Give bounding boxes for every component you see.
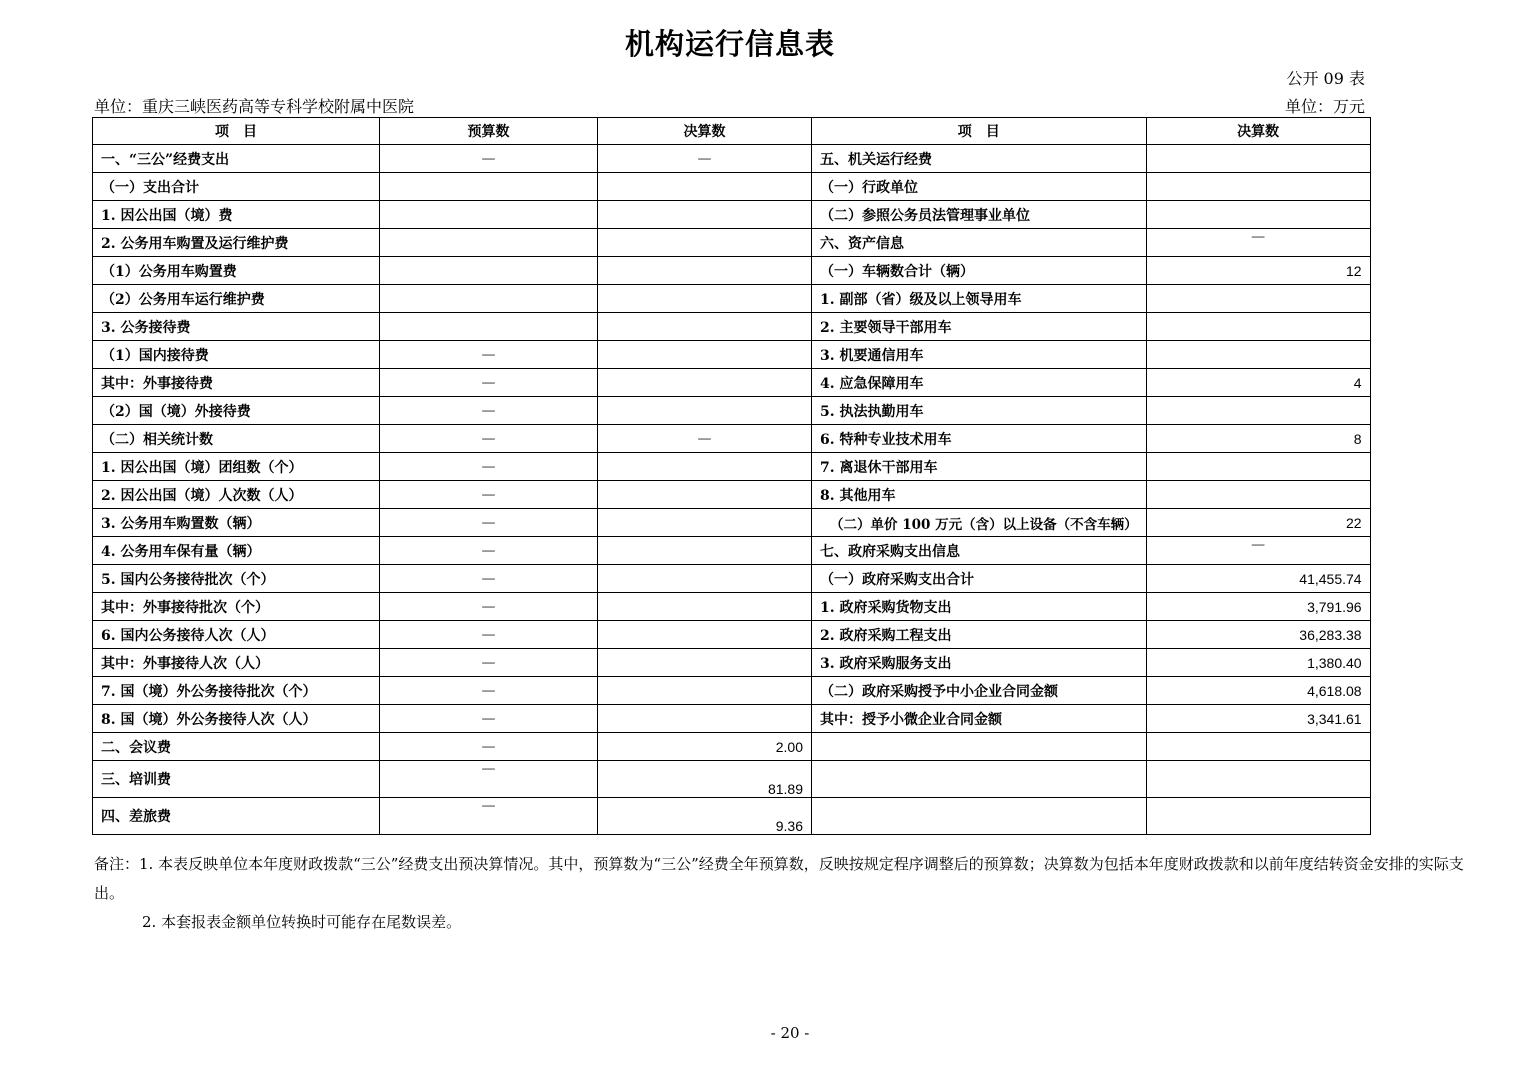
row-final [598,313,812,341]
row-final [598,341,812,369]
table-row [93,257,1371,285]
row-final [598,565,812,593]
row-budget: — [380,537,598,565]
row-label: （二）相关统计数 [93,425,380,453]
table-row [93,201,1371,229]
row-label: 8. 国（境）外公务接待人次（人） [93,705,380,733]
row-label: 其中：外事接待人次（人） [93,649,380,677]
table-header-row [93,118,1371,145]
row-budget: — [380,425,598,453]
row-value-right [1146,761,1370,798]
unit-currency: 单位：万元 [1284,97,1365,116]
header-final-right: 决算数 [1146,118,1370,145]
row-label: （1）国内接待费 [93,341,380,369]
table-row [93,649,1371,677]
row-value-right [1146,798,1370,835]
row-final [598,397,812,425]
table-row [93,565,1371,593]
row-label-right: （二）政府采购授予中小企业合同金额 [812,677,1147,705]
row-label: 1. 因公出国（境）费 [93,201,380,229]
row-final [598,481,812,509]
form-number: 公开 09 表 [1286,69,1365,88]
row-budget: — [380,593,598,621]
row-label: 其中：外事接待批次（个） [93,593,380,621]
row-label-right: 8. 其他用车 [812,481,1147,509]
row-value-right [1146,481,1370,509]
row-final [598,705,812,733]
row-budget: — [380,453,598,481]
row-budget: — [380,509,598,537]
info-table [92,117,1371,835]
row-value-right: 4 [1146,369,1370,397]
row-final [598,593,812,621]
row-value-right: 4,618.08 [1146,677,1370,705]
table-row [93,285,1371,313]
table-row [93,509,1371,537]
row-final: — [598,145,812,173]
row-value-right: 1,380.40 [1146,649,1370,677]
row-budget: — [380,705,598,733]
row-label-right: 1. 政府采购货物支出 [812,593,1147,621]
row-budget: — [380,621,598,649]
row-value-right [1146,145,1370,173]
row-label-right: 其中：授予小微企业合同金额 [812,705,1147,733]
row-label: 7. 国（境）外公务接待批次（个） [93,677,380,705]
row-value-right: 3,341.61 [1146,705,1370,733]
row-value-right: 3,791.96 [1146,593,1370,621]
row-label: 四、差旅费 [93,798,380,835]
row-budget [380,313,598,341]
row-budget: — [380,798,598,835]
row-value-right [1146,397,1370,425]
row-label: （一）支出合计 [93,173,380,201]
table-row [93,733,1371,761]
row-label-right: （一）车辆数合计（辆） [812,257,1147,285]
row-label-right: （二）参照公务员法管理事业单位 [812,201,1147,229]
row-final [598,285,812,313]
row-budget: — [380,733,598,761]
row-label-right: 3. 机要通信用车 [812,341,1147,369]
footnote-1: 备注：1. 本表反映单位本年度财政拨款“三公”经费支出预决算情况。其中，预算数为“三公”经费全年预算数，反映按规定程序调整后的预算数；决算数为包括本年度财政拨款和以前年度结转资金安排的实际支出。 [94,855,1464,902]
table-row [93,798,1371,835]
table-row [93,369,1371,397]
row-label: 6. 国内公务接待人次（人） [93,621,380,649]
table-row [93,453,1371,481]
footnote-2: 2. 本套报表金额单位转换时可能存在尾数误差。 [142,913,462,931]
row-final [598,369,812,397]
table-row [93,593,1371,621]
row-label: 3. 公务接待费 [93,313,380,341]
row-budget: — [380,761,598,798]
row-budget [380,285,598,313]
row-final [598,677,812,705]
row-budget: — [380,481,598,509]
table-row [93,173,1371,201]
row-label-right: 4. 应急保障用车 [812,369,1147,397]
row-label: 一、“三公”经费支出 [93,145,380,173]
row-label-right: 6. 特种专业技术用车 [812,425,1147,453]
table-row [93,397,1371,425]
row-label-right: 5. 执法执勤用车 [812,397,1147,425]
row-value-right: — [1146,229,1370,257]
row-label: 二、会议费 [93,733,380,761]
row-label: 2. 公务用车购置及运行维护费 [93,229,380,257]
row-label: 三、培训费 [93,761,380,798]
row-label: 1. 因公出国（境）团组数（个） [93,453,380,481]
table-row [93,229,1371,257]
row-value-right [1146,173,1370,201]
row-label-right: 2. 政府采购工程支出 [812,621,1147,649]
table-row [93,621,1371,649]
table-row [93,341,1371,369]
row-final: 9.36 [598,798,812,835]
header-item-right: 项 目 [812,118,1147,145]
row-final: 81.89 [598,761,812,798]
row-budget: — [380,677,598,705]
row-final [598,621,812,649]
row-label: （2）公务用车运行维护费 [93,285,380,313]
table-row [93,705,1371,733]
row-value-right: 12 [1146,257,1370,285]
row-label-right [812,733,1147,761]
row-label-right: 3. 政府采购服务支出 [812,649,1147,677]
header-item: 项 目 [93,118,380,145]
row-value-right [1146,453,1370,481]
row-label-right: 1. 副部（省）级及以上领导用车 [812,285,1147,313]
row-label-right: （一）行政单位 [812,173,1147,201]
row-final [598,649,812,677]
row-value-right [1146,733,1370,761]
row-value-right: 41,455.74 [1146,565,1370,593]
row-value-right [1146,313,1370,341]
row-label-right: 五、机关运行经费 [812,145,1147,173]
row-final [598,173,812,201]
row-budget: — [380,145,598,173]
row-budget [380,173,598,201]
row-value-right: 8 [1146,425,1370,453]
row-final [598,201,812,229]
row-value-right: — [1146,537,1370,565]
header-final: 决算数 [598,118,812,145]
row-label-right: 7. 离退休干部用车 [812,453,1147,481]
row-final: — [598,425,812,453]
row-budget: — [380,369,598,397]
row-value-right [1146,201,1370,229]
row-label-right [812,798,1147,835]
row-label: （2）国（境）外接待费 [93,397,380,425]
row-label: 2. 因公出国（境）人次数（人） [93,481,380,509]
row-label-right [812,761,1147,798]
row-budget: — [380,397,598,425]
table-row [93,425,1371,453]
row-value-right [1146,285,1370,313]
table-row [93,761,1371,798]
row-label-right: 六、资产信息 [812,229,1147,257]
row-budget [380,257,598,285]
table-row [93,145,1371,173]
page-number: - 20 - [770,1024,810,1042]
row-label-right: （一）政府采购支出合计 [812,565,1147,593]
row-value-right [1146,341,1370,369]
page-title: 机构运行信息表 [624,27,835,61]
row-label: 4. 公务用车保有量（辆） [93,537,380,565]
row-label-right: （二）单价 100 万元（含）以上设备（不含车辆） [812,509,1147,537]
row-label-right: 2. 主要领导干部用车 [812,313,1147,341]
row-label: 5. 国内公务接待批次（个） [93,565,380,593]
row-value-right: 36,283.38 [1146,621,1370,649]
row-label: （1）公务用车购置费 [93,257,380,285]
row-final [598,229,812,257]
row-budget [380,201,598,229]
row-budget: — [380,649,598,677]
table-row [93,537,1371,565]
row-budget [380,229,598,257]
unit-organization: 单位：重庆三峡医药高等专科学校附属中医院 [94,97,415,116]
row-final: 2.00 [598,733,812,761]
row-final [598,257,812,285]
row-label: 其中：外事接待费 [93,369,380,397]
row-budget: — [380,341,598,369]
row-budget: — [380,565,598,593]
table-row [93,481,1371,509]
row-final [598,509,812,537]
row-value-right: 22 [1146,509,1370,537]
table-row [93,313,1371,341]
row-final [598,537,812,565]
row-label: 3. 公务用车购置数（辆） [93,509,380,537]
row-final [598,453,812,481]
header-budget: 预算数 [380,118,598,145]
table-row [93,677,1371,705]
row-label-right: 七、政府采购支出信息 [812,537,1147,565]
